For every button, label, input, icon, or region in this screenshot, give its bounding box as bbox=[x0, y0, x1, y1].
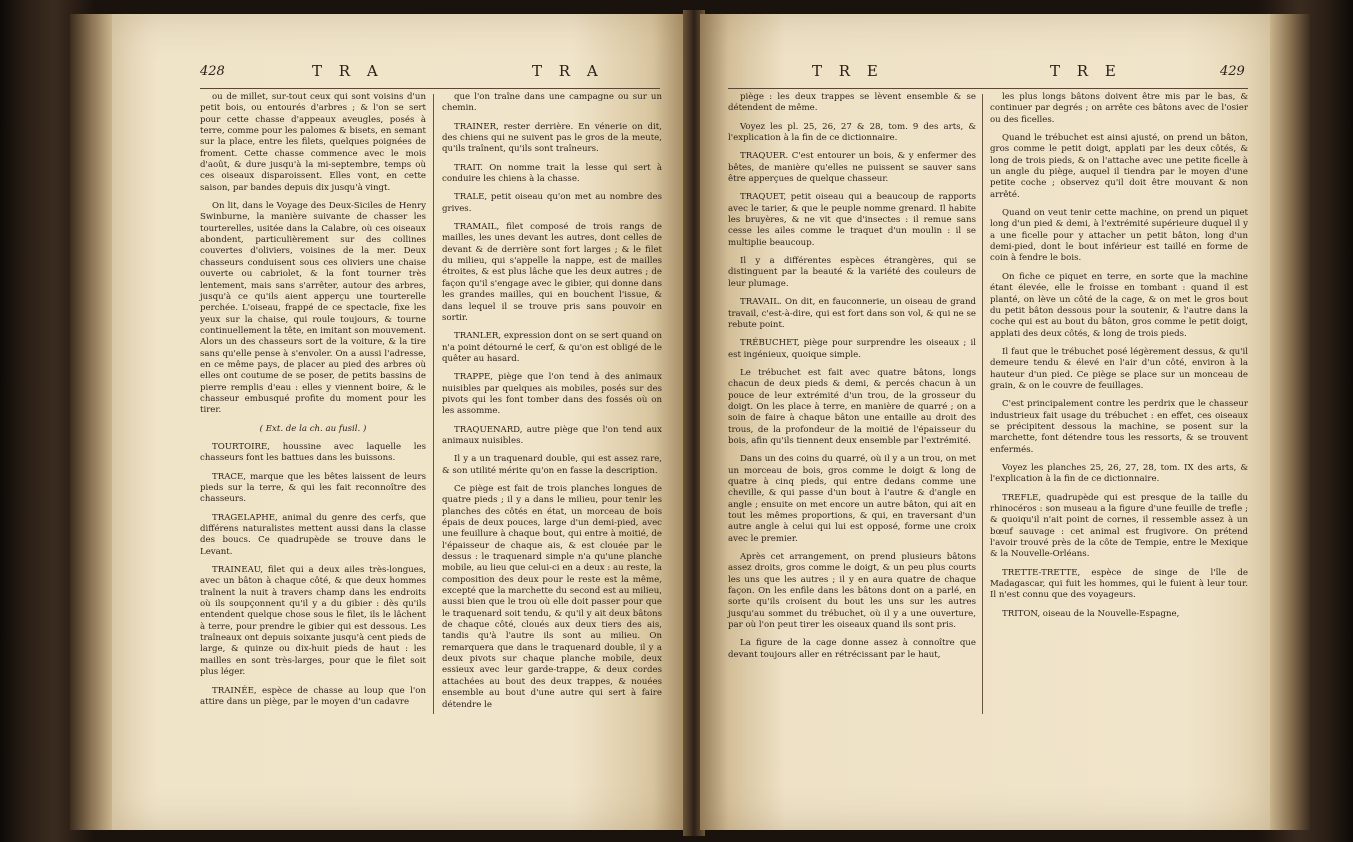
entry-tragelaphe: TRAGELAPHE, animal du genre des cerfs, que différens naturalistes mettent aussi dans la classe des boucs. Ce quadrupède se trouve dans le Levant. bbox=[200, 512, 426, 557]
entry-traquenard: TRAQUENARD, autre piège que l'on tend aux animaux nuisibles. bbox=[442, 424, 662, 446]
left-column-divider bbox=[433, 94, 434, 714]
paragraph: Ce piège est fait de trois planches longues de quatre pieds ; il y a dans le milieu, pour tenir les planches des côtés en état, un morceau de bois épais de deux pouces, large d'un demi-pied, avec une feuillure à chaque bout, qui entre à moitié, de l'épaisseur de chaque ais, & est clouée par le dessus : le traquenard simple n'a qu'une planche mobile, au lieu que celui-ci en a deux : au reste, la composition des deux pour le reste est la même, excepté que la marchette du second est au milieu, aussi bien que le trou où elle doit passer pour que le traquenard soit tendu, & qu'il y ait deux bâtons de chaque côté, cloués aux deux tiers des ais, tandis qu'à l'autre ils sont au milieu. On remarquera que dans le traquenard double, il y a deux pivots sur chaque planche mobile, deux essieux avec leur garde-trappe, & deux cordes attachées au bout des deux trappes, & nouées ensemble au bout d'une autre qui sert à faire détendre le bbox=[442, 483, 662, 710]
paragraph: Voyez les planches 25, 26, 27, 28, tom. IX des arts, & l'explication à la fin de ce dictionnaire. bbox=[990, 462, 1248, 485]
paragraph: Il faut que le trébuchet posé légèrement dessus, & qu'il demeure tendu & élevé en l'air d'un côté, environ à la hauteur d'un pied. Ce piège se place sur un monceau de grain, & on le couvre de feuillages. bbox=[990, 346, 1248, 391]
paragraph: les plus longs bâtons doivent être mis par le bas, & continuer par degrés ; on arrête ces bâtons avec de l'osier ou des ficelles. bbox=[990, 92, 1248, 125]
right-column-2 bbox=[990, 92, 1248, 627]
right-page-number: 429 bbox=[1220, 64, 1245, 79]
paragraph: La figure de la cage donne assez à connoître que devant toujours aller en rétrécissant par le haut, bbox=[728, 638, 976, 660]
entry-traquer: TRAQUER. C'est entourer un bois, & y enfermer des bêtes, de manière qu'elles ne puissent se sauver sans être apperçues de quelque chasseur. bbox=[728, 151, 976, 185]
paragraph: Quand le trébuchet est ainsi ajusté, on prend un bâton, gros comme le petit doigt, applati par les deux côtés, & long de trois pieds, & on l'attache avec une petite ficelle à un angle du piège, auquel il tiendra par le moyen d'une petite coche ; observez qu'il doit être mouvant & non arrêté. bbox=[990, 133, 1248, 200]
right-page bbox=[700, 14, 1270, 830]
entry-trale: TRALE, petit oiseau qu'on met au nombre des grives. bbox=[442, 192, 662, 214]
entry-trait: TRAIT. On nomme trait la lesse qui sert à conduire les chiens à la chasse. bbox=[442, 162, 662, 185]
paragraph: C'est principalement contre les perdrix que le chasseur industrieux fait usage du trébuchet : en effet, ces oiseaux se précipitent dessous la machine, se posent sur la marchette, font détendre tous les ressorts, & se trouvent enfermés. bbox=[990, 399, 1248, 455]
paragraph: que l'on traîne dans une campagne ou sur un chemin. bbox=[442, 92, 662, 114]
left-page bbox=[112, 14, 687, 830]
right-column-1 bbox=[728, 92, 976, 668]
paragraph: Il y a différentes espèces étrangères, qui se distinguent par la beauté & la variété des couleurs de leur plumage. bbox=[728, 256, 976, 289]
paragraph: Voyez les pl. 25, 26, 27 & 28, tom. 9 des arts, & l'explication à la fin de ce dictionnaire. bbox=[728, 121, 976, 144]
entry-triton: TRITON, oiseau de la Nouvelle-Espagne, bbox=[1002, 608, 1180, 619]
entry-trainee: TRAINÉE, espèce de chasse au loup que l'on attire dans un piège, par le moyen d'un cadavre bbox=[200, 685, 426, 707]
left-header-rule bbox=[200, 88, 660, 89]
left-page-edges bbox=[70, 14, 112, 830]
paragraph: Le trébuchet est fait avec quatre bâtons, longs chacun de deux pieds & demi, & percés chacun à un pouce de leur extrémité d'un trou, de la grosseur du doigt. On les place à terre, en manière de quarré ; on a soin de faire à chaque bâton une entaille au droit des trous, de la profondeur de la moitié de l'épaisseur du bois, afin qu'ils tiennent deux ensemble par l'extrémité. bbox=[728, 367, 976, 446]
right-header-rule bbox=[728, 88, 1248, 89]
paragraph: Quand on veut tenir cette machine, on prend un piquet long d'un pied & demi, à l'extrémité supérieure duquel il y a une ficelle pour y attacher un petit bâton, long d'un demi-pied, dont le bout inférieur est taillé en forme de coin à fendre le bois. bbox=[990, 208, 1248, 264]
entry-travail: TRAVAIL. On dit, en fauconnerie, un oiseau de grand travail, c'est-à-dire, qui est fort dans son vol, & qui ne se rebute point. bbox=[728, 297, 976, 330]
paragraph: piège : les deux trappes se lèvent ensemble & se détendent de même. bbox=[728, 92, 976, 114]
paragraph: On lit, dans le Voyage des Deux-Siciles de Henry Swinburne, la manière suivante de chasser les tourterelles, usitée dans la Calabre, où ces oiseaux abondent, particulièrement sur des collines couvertes d'oliviers, voisines de la mer. Deux chasseurs conduisent sous ces oliviers une chaise ouverte ou cabriolet, & la font tourner très lentement, mais sans s'arrêter, autour des arbres, jusqu'à ce qu'ils aient apperçu une tourterelle perchée. L'oiseau, frappé de ce spectacle, fixe les yeux sur la chaise, qui roule toujours, & tourne continuellement la tête, en imitant son mouvement. Alors un des chasseurs sort de la voiture, & la tire sans qu'elle pense à s'envoler. On a aussi l'adresse, en ce même pays, de placer au pied des arbres où elles ont coutume de se poser, de petits bassins de pierre remplis d'eau : elles y viennent boire, & le chasseur embusqué profite du moment pour les tirer. bbox=[200, 201, 426, 416]
entry-trainer: TRAINER, rester derrière. En vénerie on dit, des chiens qui ne suivent pas le gros de la meute, qu'ils traînent, qu'ils sont traîneurs. bbox=[442, 121, 662, 155]
left-page-number: 428 bbox=[200, 64, 225, 79]
entry-tourtoire: TOURTOIRE, houssine avec laquelle les chasseurs font les battues dans les buissons. bbox=[200, 441, 426, 464]
right-column-divider bbox=[982, 94, 983, 714]
left-running-head-2: T R A bbox=[532, 62, 604, 80]
paragraph: Après cet arrangement, on prend plusieurs bâtons assez droits, gros comme le doigt, & un peu plus courts les uns que les autres ; il y en aura quatre de chaque façon. On les enfile dans les bâtons dont on a parlé, en sorte qu'ils croisent du bout les uns sur les autres jusqu'au sommet du trébuchet, où il y a une ouverture, par où l'on peut tirer les oiseaux quand ils sont pris. bbox=[728, 552, 976, 631]
right-running-head-1: T R E bbox=[812, 62, 884, 80]
paragraph: Il y a un traquenard double, qui est assez rare, & son utilité mérite qu'on en fasse la description. bbox=[442, 454, 662, 476]
paragraph: ou de millet, sur-tout ceux qui sont voisins d'un petit bois, ou entourés d'arbres ; & l'on se sert pour cette chasse d'appeaux aveugles, posés à terre, comme pour les palomes & bisets, en semant sur la place, entre les filets, quelques poignées de froment. Cette chasse commence avec le mois d'août, & dure jusqu'à la mi-septembre, temps où ces oiseaux disparoissent. Elles vont, en cette saison, par bandes depuis dix jusqu'à vingt. bbox=[200, 92, 426, 193]
entry-trace: TRACE, marque que les bêtes laissent de leurs pieds sur la terre, & qui les fait reconnoître des chasseurs. bbox=[200, 471, 426, 505]
entry-trebuchet: TRÉBUCHET, piège pour surprendre les oiseaux ; il est ingénieux, quoique simple. bbox=[728, 338, 976, 360]
right-running-head-2: T R E bbox=[1050, 62, 1122, 80]
entry-tranler: TRANLER, expression dont on se sert quand on n'a point détourné le cerf, & qu'on est obligé de le quêter au hasard. bbox=[442, 331, 662, 364]
right-page-edges bbox=[1270, 14, 1310, 830]
citation: ( Ext. de la ch. au fusil. ) bbox=[259, 423, 367, 434]
entry-traquet: TRAQUET, petit oiseau qui a beaucoup de rapports avec le tarier, & que le peuple nomme grenard. Il habite les bruyères, & ne vit que d'insectes : il remue sans cesse les ailes comme le traquet d'un moulin : il se multiplie beaucoup. bbox=[728, 192, 976, 248]
entry-trappe: TRAPPE, piège que l'on tend à des animaux nuisibles par quelques ais mobiles, posés sur des pivots qui les font tomber dans des fossés où on les assomme. bbox=[442, 372, 662, 417]
entry-trefle: TREFLE, quadrupède qui est presque de la taille du rhinocéros : son museau a la figure d'une feuille de trefle ; & quoiqu'il n'ait point de cornes, il ressemble assez à un bœuf sauvage : cet animal est frugivore. On prétend l'avoir trouvé près de la côte de Tempie, entre le Mexique & la Nouvelle-Orléans. bbox=[990, 492, 1248, 560]
entry-tramail: TRAMAIL, filet composé de trois rangs de mailles, les unes devant les autres, dont celles de devant & de derrière sont fort larges ; & le filet du milieu, qui s'appelle la nappe, est de mailles étroites, & est plus lâche que les deux autres ; de façon qu'il s'engage avec le gibier, qui donne dans les grandes mailles, qui en bouchent l'issue, & dans lequel il se trouve pris sans pouvoir en sortir. bbox=[442, 222, 662, 323]
paragraph: On fiche ce piquet en terre, en sorte que la machine étant élevée, elle le froisse en tombant : quand il est planté, on lève un côté de la cage, & on met le gros bout du petit bâton dessous pour la soutenir, & l'autre dans la coche qui est au bout du bâton, gros comme le petit doigt, applati des deux côtés, & long de trois pieds. bbox=[990, 271, 1248, 339]
left-column-2 bbox=[442, 92, 662, 718]
left-column-1 bbox=[200, 92, 426, 715]
left-running-head-1: T R A bbox=[312, 62, 384, 80]
entry-trette-trette: TRETTE-TRETTE, espèce de singe de l'île de Madagascar, qui fuit les hommes, qui le fuient à leur tour. Il n'est connu que des voyageurs. bbox=[990, 567, 1248, 601]
paragraph: Dans un des coins du quarré, où il y a un trou, on met un morceau de bois, gros comme le doigt & long de quatre à cinq pieds, qui entre dedans comme une cheville, & qui passe d'un bout à l'autre & d'angle en angle ; ensuite on met encore un autre bâton, qui ait en tout les mêmes proportions, & qui, en traversant d'un autre angle à celui qui lui est opposé, forme une croix avec le premier. bbox=[728, 454, 976, 544]
entry-traineau: TRAINEAU, filet qui a deux ailes très-longues, avec un bâton à chaque côté, & que deux hommes traînent la nuit à travers champ dans les endroits où ils soupçonnent qu'il y a du gibier : dès qu'ils entendent quelque chose sous le filet, ils le lâchent à terre, pour prendre le gibier qui est dessous. Les traîneaux ont depuis soixante jusqu'à cent pieds de large, & quinze ou dix-huit pieds de haut : les mailles en sont très-larges, pour que le filet soit plus léger. bbox=[200, 565, 426, 678]
